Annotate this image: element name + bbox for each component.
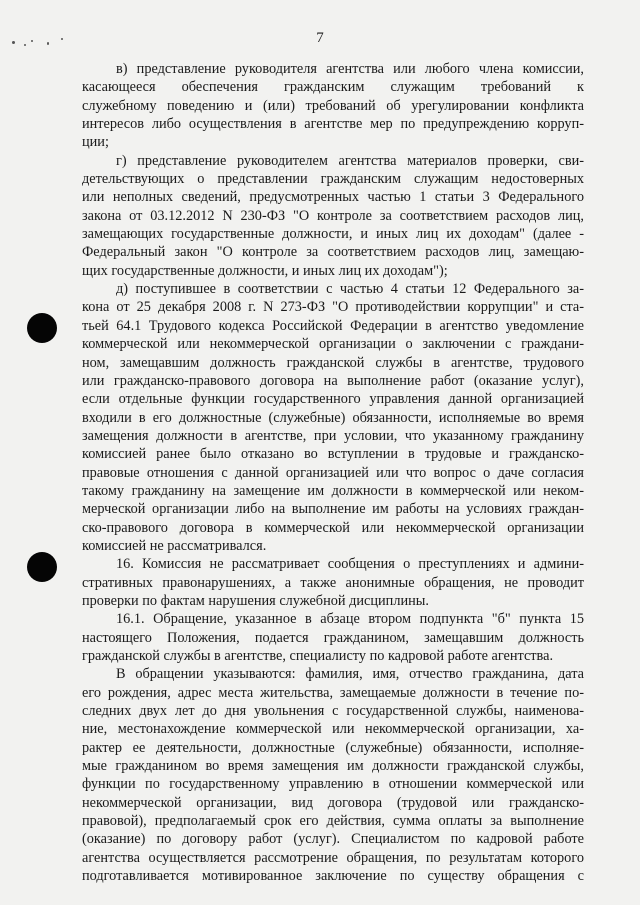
text-line: ции; — [82, 134, 109, 151]
text-line: тьей 64.1 Трудового кодекса Российской Федерации в агентство уведомление — [82, 317, 584, 334]
text-line: В обращении указываются: фамилия, имя, отчество гражданина, дата — [116, 666, 584, 683]
text-line: его рождения, адрес места жительства, замещаемые должности в течение по- — [82, 684, 584, 701]
text-line: или гражданско-правового договора на выполнение работ (оказание услуг), — [82, 372, 584, 389]
text-line: комиссией ранее было отказано во вступлении в трудовые и гражданско- — [82, 446, 584, 463]
text-line: ном, замещавшим должность гражданской службы в агентстве, трудового — [82, 354, 584, 371]
scan-speck — [31, 40, 33, 42]
text-line: ско-правового договора в коммерческой или некоммерческой организации — [82, 519, 584, 536]
scan-speck — [24, 44, 26, 46]
text-line: служебному поведению и (или) требований об урегулировании конфликта — [82, 97, 584, 114]
text-line: Федеральный закон "О контроле за соответствием расходов лиц, замещаю- — [82, 244, 584, 261]
scan-speck — [12, 41, 15, 44]
text-line: г) представление руководителем агентства материалов проверки, сви- — [116, 152, 584, 169]
text-line: комиссией не рассматривался. — [82, 537, 267, 554]
text-line: 16.1. Обращение, указанное в абзаце втором подпункта "б" пункта 15 — [116, 611, 584, 628]
text-line: коммерческой или некоммерческой организации о заключении с граждани- — [82, 336, 584, 353]
text-line: если отдельные функции государственного управления данной организацией — [82, 391, 584, 408]
page-number: 7 — [316, 30, 324, 46]
text-line: настоящего Положения, подается гражданином, замещавшим должность — [82, 629, 584, 646]
text-line: мые гражданином во время замещения им должности гражданской службы, — [82, 758, 584, 775]
text-line: некоммерческой организации, вид договора (трудовой или гражданско- — [82, 794, 584, 811]
text-line: рактер ее деятельности, должностные (служебные) обязанности, исполняе- — [82, 739, 584, 756]
text-line: д) поступившее в соответствии с частью 4 статьи 12 Федерального за- — [116, 281, 584, 298]
text-line: замещающих государственные должности, и иных лиц их доходам" (далее - — [82, 226, 584, 243]
punch-hole-top — [27, 313, 57, 343]
text-line: гражданской службы в агентстве, специалисту по кадровой работе агентства. — [82, 648, 554, 664]
text-line: закона от 03.12.2012 N 230-ФЗ "О контроле за соответствием расходов лиц, — [82, 207, 584, 224]
text-line: (оказание) по договору работ (услуг). Специалистом по кадровой работе — [82, 831, 584, 848]
text-line: щих государственные должности, и иных лиц их доходам"); — [82, 262, 448, 279]
punch-hole-bottom — [27, 552, 57, 582]
text-line: детельствующих о представлении гражданским служащим недостоверных — [82, 171, 584, 188]
text-line: проверки по фактам нарушения служебной дисциплины. — [82, 592, 429, 609]
text-line: следних двух лет до дня увольнения с государственной службы, наименова- — [82, 703, 584, 720]
text-line: правовые отношения с данной организацией или что вопрос о даче согласия — [82, 464, 584, 481]
scan-speck — [47, 42, 49, 45]
text-line: такому гражданину на замещение им должности в коммерческой или неком- — [82, 482, 584, 499]
text-line: 16. Комиссия не рассматривает сообщения о преступлениях и админи- — [116, 556, 584, 573]
text-line: мерческой организации либо на выполнение им работы на условиях граждан- — [82, 501, 584, 518]
text-line: ние, местонахождение коммерческой или некоммерческой организации, ха- — [82, 721, 584, 738]
text-line: функции по государственному управлению в отношении коммерческой или — [82, 776, 584, 793]
text-line: интересов либо осуществления в агентстве мер по предупреждению корруп- — [82, 116, 584, 133]
text-line: кона от 25 декабря 2008 г. N 273-ФЗ "О противодействии коррупции" и ста- — [82, 299, 584, 316]
text-line: агентства осуществляется рассмотрение обращения, по результатам которого — [82, 849, 584, 866]
text-line: в) представление руководителя агентства или любого члена комиссии, — [116, 61, 584, 77]
document-body — [82, 60, 584, 885]
text-line: или неполных сведений, предусмотренных частью 1 статьи 3 Федерального — [82, 189, 584, 206]
scan-speck — [61, 38, 63, 40]
text-line: замещения должности в агентстве, при условии, что указанному гражданину — [82, 427, 584, 444]
text-line: стративных правонарушениях, а также анонимные обращения, не проводит — [82, 574, 584, 591]
text-line: касающееся обеспечения гражданским служащим требований к — [82, 79, 584, 96]
text-line: входили в его должностные (служебные) обязанности, исполняемые во время — [82, 409, 584, 426]
text-line: правовой), предполагаемый срок его действия, сумма оплаты за выполнение — [82, 813, 584, 830]
text-line: подготавливается мотивированное заключение по существу обращения с — [82, 868, 584, 885]
